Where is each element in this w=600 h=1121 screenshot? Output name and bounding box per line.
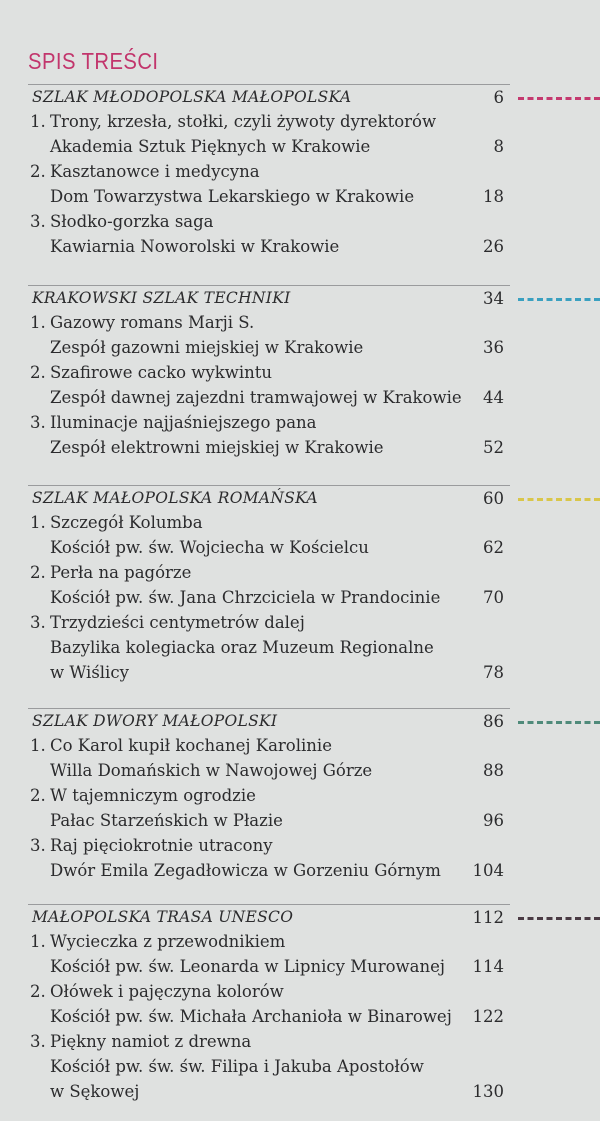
- entry-number: 2.: [30, 363, 46, 382]
- entry-title: Kasztanowce i medycyna: [50, 162, 260, 181]
- entry-place: Akademia Sztuk Pięknych w Krakowie: [50, 137, 371, 156]
- route-color-marker: [518, 97, 600, 100]
- route-color-marker: [518, 298, 600, 301]
- section-page-number: 86: [483, 712, 504, 731]
- entry-title: Słodko-gorzka saga: [50, 212, 214, 231]
- entry-page-number: 122: [472, 1007, 504, 1026]
- entry-place: Kawiarnia Noworolski w Krakowie: [50, 237, 340, 256]
- section-title: SZLAK MAŁOPOLSKA ROMAŃSKA: [32, 489, 318, 507]
- entry-page-number: 26: [483, 237, 504, 256]
- route-color-marker: [518, 917, 600, 920]
- entry-title: Piękny namiot z drewna: [50, 1032, 252, 1051]
- entry-place: Dom Towarzystwa Lekarskiego w Krakowie: [50, 187, 415, 206]
- entry-title: Gazowy romans Marji S.: [50, 313, 255, 332]
- entry-number: 2.: [30, 982, 46, 1001]
- entry-number: 3.: [30, 836, 46, 855]
- entry-page-number: 96: [483, 811, 504, 830]
- entry-page-number: 18: [483, 187, 504, 206]
- entry-place: Pałac Starzeńskich w Płazie: [50, 811, 283, 830]
- section-page-number: 112: [472, 908, 504, 927]
- entry-page-number: 78: [483, 663, 504, 682]
- entry-number: 3.: [30, 413, 46, 432]
- entry-page-number: 44: [483, 388, 504, 407]
- entry-title: Iluminacje najjaśniejszego pana: [50, 413, 317, 432]
- entry-place: Kościół pw. św. Wojciecha w Kościelcu: [50, 538, 369, 557]
- entry-title: W tajemniczym ogrodzie: [50, 786, 256, 805]
- entry-title: Trony, krzesła, stołki, czyli żywoty dyrektorów: [50, 112, 437, 131]
- entry-title: Wycieczka z przewodnikiem: [50, 932, 286, 951]
- entry-number: 2.: [30, 786, 46, 805]
- entry-place-continued: w Wiślicy: [50, 663, 129, 682]
- entry-title: Szczegół Kolumba: [50, 513, 203, 532]
- entry-page-number: 88: [483, 761, 504, 780]
- entry-number: 3.: [30, 212, 46, 231]
- entry-place: Willa Domańskich w Nawojowej Górze: [50, 761, 373, 780]
- section-title: SZLAK DWORY MAŁOPOLSKI: [32, 712, 278, 730]
- entry-place: Kościół pw. św. Leonarda w Lipnicy Murowanej: [50, 957, 446, 976]
- entry-place: Kościół pw. św. Michała Archanioła w Binarowej: [50, 1007, 452, 1026]
- entry-number: 1.: [30, 736, 46, 755]
- entry-title: Szafirowe cacko wykwintu: [50, 363, 273, 382]
- section-title: SZLAK MŁODOPOLSKA MAŁOPOLSKA: [32, 88, 352, 106]
- entry-number: 1.: [30, 112, 46, 131]
- entry-place: Zespół gazowni miejskiej w Krakowie: [50, 338, 364, 357]
- entry-title: Co Karol kupił kochanej Karolinie: [50, 736, 332, 755]
- entry-page-number: 104: [472, 861, 504, 880]
- entry-place: Dwór Emila Zegadłowicza w Gorzeniu Górnym: [50, 861, 441, 880]
- section-page-number: 6: [493, 88, 504, 107]
- entry-page-number: 114: [472, 957, 504, 976]
- toc-title: SPIS TREŚCI: [28, 48, 159, 74]
- entry-page-number: 52: [483, 438, 504, 457]
- entry-title: Ołówek i pajęczyna kolorów: [50, 982, 284, 1001]
- entry-page-number: 70: [483, 588, 504, 607]
- route-color-marker: [518, 721, 600, 724]
- entry-page-number: 130: [472, 1082, 504, 1101]
- entry-number: 2.: [30, 162, 46, 181]
- entry-place: Kościół pw. św. św. Filipa i Jakuba Apostołów: [50, 1057, 424, 1076]
- section-page-number: 60: [483, 489, 504, 508]
- entry-number: 1.: [30, 513, 46, 532]
- section-page-number: 34: [483, 289, 504, 308]
- section-title: KRAKOWSKI SZLAK TECHNIKI: [32, 289, 291, 307]
- entry-number: 1.: [30, 932, 46, 951]
- entry-title: Raj pięciokrotnie utracony: [50, 836, 273, 855]
- entry-place: Bazylika kolegiacka oraz Muzeum Regionalne: [50, 638, 434, 657]
- entry-number: 2.: [30, 563, 46, 582]
- entry-number: 1.: [30, 313, 46, 332]
- entry-place-continued: w Sękowej: [50, 1082, 140, 1101]
- entry-title: Trzydzieści centymetrów dalej: [50, 613, 305, 632]
- section-title: MAŁOPOLSKA TRASA UNESCO: [32, 908, 294, 926]
- entry-page-number: 36: [483, 338, 504, 357]
- entry-number: 3.: [30, 613, 46, 632]
- entry-place: Zespół elektrowni miejskiej w Krakowie: [50, 438, 384, 457]
- entry-title: Perła na pagórze: [50, 563, 192, 582]
- route-color-marker: [518, 498, 600, 501]
- entry-place: Zespół dawnej zajezdni tramwajowej w Krakowie: [50, 388, 462, 407]
- entry-place: Kościół pw. św. Jana Chrzciciela w Prandocinie: [50, 588, 441, 607]
- entry-page-number: 62: [483, 538, 504, 557]
- entry-page-number: 8: [493, 137, 504, 156]
- entry-number: 3.: [30, 1032, 46, 1051]
